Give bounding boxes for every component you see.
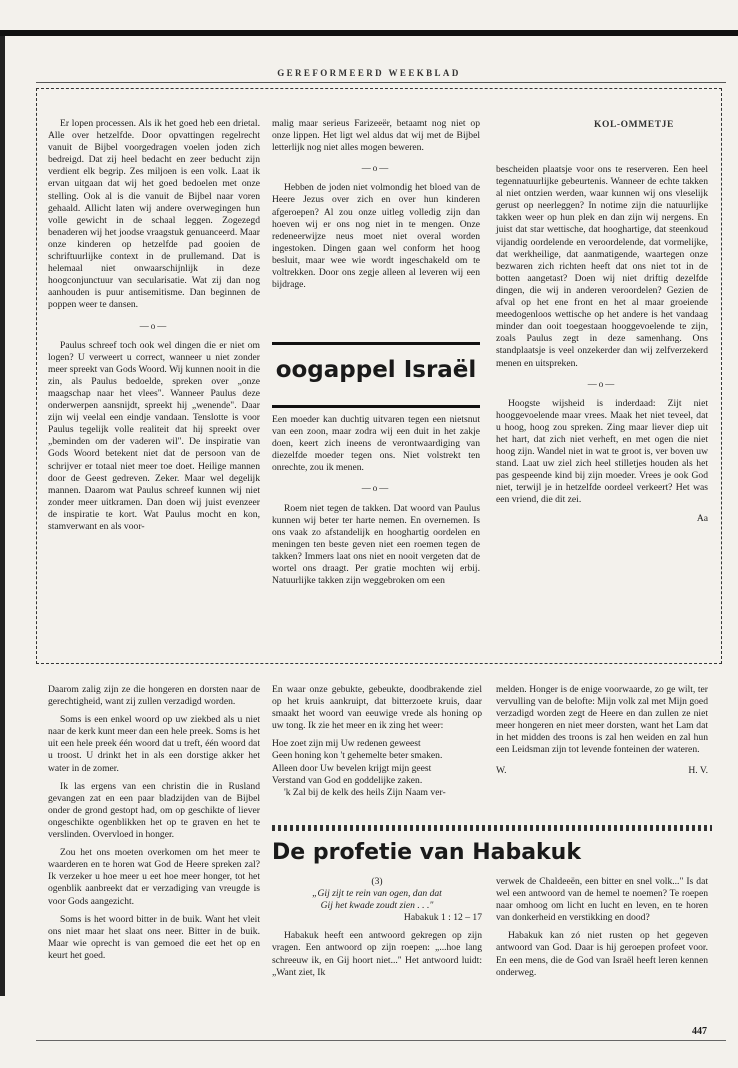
psalm-line: Geen honing kon 't gehemelte beter smaken. [272, 750, 443, 762]
habakuk-column-1 [272, 876, 482, 985]
psalm-line: Verstand van God en goddelijke zaken. [272, 774, 423, 786]
paragraph: Hoogste wijsheid is inderdaad: Zijt niet hooggevoelende maar vrees. Maak het niet teveel, dat u hoog, hoog zou spreken. Zing maar liever diep uit het hart, dat zich niet verheft, en met ogen die niet hoog zijn. Wandel niet in wat te groot is, ver boven uw stand. Laat uw ziel zich heel stilletjes houden als het pas gespeende kind bij zijn moeder. Vrees je ook God niet, terwijl je in hetzelfde oordeel verkeert? Het was een vriend, die dit zei. [496, 397, 708, 506]
paragraph: Paulus schreef toch ook wel dingen die er niet om logen? U verweert u correct, wanneer u niet zonder meer spreekt van Gods Woord. Wij kunnen nooit in die zin, als Paulus bedoelde, spreken over „onze maagschap naar het vlees". Wanneer Paulus deze onderwerpen aansnijdt, spreekt hij „wenende". Daar zijn wij veelal een eindje vandaan. Tenslotte is voor Paulus tegelijk volle realiteit dat hij spreekt over „beminden om der vaderen wil". De inspiratie van Gods Woord betekent niet dat de persoon van de schrijver er totaal niet meer toe doet. Heilige mannen door de Geest gedreven. Zeker. Maar wel degelijk mannen. Daarom wat Paulus schreef kunnen wij niet zonder meer uitkramen. Dan doen wij juist evenzeer de inspiratie te kort. Wat Paulus mocht en kon, stamverwant en als voor- [48, 339, 260, 532]
top-column-2 [272, 118, 480, 297]
paragraph: Een moeder kan duchtig uitvaren tegen een nietsnut van een zoon, maar zodra wij een duit in het zakje doen, keert zich ineens de verontwaardiging van diezelfde moeder tegen ons. Niet volstrekt ten onrechte, zou ik menen. [272, 414, 480, 474]
column-title: KOL-OMMETJE [594, 120, 674, 130]
section-heading: oogappel Israël [275, 357, 477, 383]
paragraph: Ik las ergens van een christin die in Rusland gevangen zat en een paar bladzijden van de Bijbel onder de grond gestopt had, om op geschikte of liever ongeschikte ogenblikken het op te graven en het te verslinden. Overvloed in honger. [48, 780, 260, 841]
top-column-2-continued [272, 414, 480, 593]
paragraph: En waar onze gebukte, gebeukte, doodbrakende ziel op het kruis aankruipt, dat bitterzoete kruis, daar smaakt het woord van eeuwige vrede als honing op uw tong. Ik zie het meer en ik zing het weer: [272, 684, 482, 732]
habakuk-column-2 [496, 876, 708, 985]
top-column-1 [48, 118, 260, 539]
separator: —o— [587, 378, 617, 389]
paragraph: verwek de Chaldeeën, een bitter en snel volk..." Is dat wel een antwoord van de hemel te noemen? Te roepen naar omhoog om licht en lucht en leven, en te horen van donkerheid en verstikking en dood? [496, 876, 708, 924]
scripture-quote: „Gij zijt te rein van ogen, dan dat [312, 888, 442, 900]
left-binding-edge [0, 36, 5, 996]
lower-column-2 [272, 684, 482, 799]
bottom-rule [36, 1040, 726, 1041]
signature: Aa [696, 512, 708, 524]
paragraph: Hebben de joden niet volmondig het bloed van de Heere Jezus over zich en over hun kinderen afgeroepen? Al zou onze uitleg volledig zijn dan hoeven wij er ons nog niet in te mengen. Onze redeneerwijze neus moet niet overal worden ingestoken. Dingen gaan wel conform het hoog besluit, maar wee wie wordt ingeschakeld om te voltrekken. Door ons zegje alleen al leveren wij een bijdrage. [272, 182, 480, 291]
psalm-line: 'k Zal bij de kelk des heils Zijn Naam ver- [284, 786, 446, 798]
lower-column-3 [496, 684, 708, 777]
separator: —o— [361, 163, 391, 174]
paragraph: Habakuk kan zó niet rusten op het gegeven antwoord van God. Daar is hij geroepen profeet voor. En een mens, die de God van Israël heeft leren kennen onderweg. [496, 930, 708, 978]
header-rule [36, 82, 726, 83]
paragraph: Soms is het woord bitter in de buik. Want het vleit ons niet maar het slaat ons neer. Bitter in de buik. Maar wie oprecht is van gemoed die eet het op en keurt het goed. [48, 913, 260, 961]
paragraph: Er lopen processen. Als ik het goed heb een drietal. Alle over hetzelfde. Door opvattingen regelrecht vanuit de Bijbel voorgedragen voelen joden zich bedreigd. Dat zij heel bedacht en zeer beducht zijn verdient elk begrip. Zes miljoen is een volk. Laat ik ervan uitgaan dat wij het goed bedoelen met onze stelling. Ook al is die vanuit de Bijbel naar voren gehaald. Allicht laten wij andere overwegingen hun volle gewicht in de schaal leggen. Zogezegd benaderen wij het joodse vraagstuk genuanceerd. Maar onze kinderen op hetzelfde pad gooien de schriftuurlijke context in de prullemand. Dat is helemaal niet onwaarschijnlijk in deze hoogconjunctuur van secularisatie. Wat zij dan nog aanhouden is puur antisemitisme. Dan beginnen de poppen weer te dansen. [48, 118, 260, 311]
running-header: GEREFORMEERD WEEKBLAD [277, 68, 461, 78]
scripture-quote: Gij het kwade zoudt zien . . ." [320, 900, 434, 912]
psalm-line: Hoe zoet zijn mij Uw redenen geweest [272, 738, 421, 750]
top-column-3 [496, 164, 708, 525]
paragraph: melden. Honger is de enige voorwaarde, zo ge wilt, ter vervulling van de belofte: Mijn volk zal met Mijn goed verzadigd worden zegt de Heere en dan zullen ze niet meer hongeren en niet meer dorsten, want het Lam dat in het midden des troons is zal hen weiden en zal hun een Leidsman zijn tot levende fonteinen der wateren. [496, 684, 708, 756]
signature-row [496, 765, 708, 777]
signature-right: H. V. [688, 764, 708, 776]
part-number: (3) [371, 876, 383, 887]
paragraph: Daarom zalig zijn ze die hongeren en dorsten naar de gerechtigheid, want zij zullen verzadigd worden. [48, 684, 260, 708]
page-number: 447 [692, 1026, 707, 1037]
paragraph: Soms is een enkel woord op uw ziekbed als u niet naar de kerk kunt meer dan een hele preek. Soms is het uit een hele preek één woord dat u treft, één woord dat u troost. U drinkt het in als een dorstige akker het water in de zomer. [48, 714, 260, 774]
article-title: De profetie van Habakuk [272, 840, 581, 865]
oogappel-banner [272, 342, 480, 408]
paragraph: malig maar serieus Farizeeër, betaamt nog niet op onze lippen. Het ligt wel aldus dat wij met de Bijbel letterlijk nog niet alles mogen beweren. [272, 118, 480, 154]
section-divider [272, 825, 712, 831]
scripture-reference: Habakuk 1 : 12 – 17 [403, 912, 482, 924]
top-rule [0, 30, 738, 36]
separator: —o— [361, 483, 391, 494]
lower-column-1 [48, 684, 260, 968]
signature-left: W. [496, 764, 507, 776]
paragraph: Roem niet tegen de takken. Dat woord van Paulus kunnen wij beter ter harte nemen. En overnemen. Is ons vaak zo afstandelijk en hooghartig oordelen en meningen ten beste geven niet een roemen tegen de takken? Immers laat ons niet en nooit vergeten dat de wortel ons draagt. Per gratie mochten wij erbij. Natuurlijke takken zijn weggebroken om een [272, 502, 480, 587]
separator: —o— [139, 320, 169, 331]
paragraph: bescheiden plaatsje voor ons te reserveren. Een heel tegennatuurlijke gebeurtenis. Wanneer de echte takken al niet ontzien werden, waar kunnen wij ons vleselijk gerust op neerleggen? In notime zijn die natuurlijke takken weer op hun plek en dan zijn wij nergens. En juist dat star wettische, dat hooghartige, dat steenkoud vijandig oordelende en veroordelende, dat vormelijke, dat werkheilige, dat aanmatigende, waartegen onze bezwaren zich richten heeft dat ons niet tot in de botten aangetast? Doen wij niet driftig dezelfde dingen, die wij in anderen veroordelen? Gezien de afval op het ene front en het al maar groeiende meedogenloos wettische op het andere is het vandaag minder dan ooit toegestaan hooggevoelende te zijn, zoals Paulus zegt in deze samenhang. Ons standplaatsje is veel onzekerder dan wij zelfverzekerd menen en uitspreken. [496, 164, 708, 369]
paragraph: Zou het ons moeten overkomen om het meer te waarderen en te horen wat God de Heere spreken zal? Ik verzeker u hoe meer u eet hoe meer honger, tot het ogenblik aanbreekt dat er verzadiging van vreugde is voor Gods aangezicht. [48, 847, 260, 907]
paragraph: Habakuk heeft een antwoord gekregen op zijn vragen. Een antwoord op zijn roepen: „...hoe lang schreeuw ik, en Gij hoort niet..." Het antwoord luidt: „Want ziet, Ik [272, 930, 482, 978]
psalm-line: Alleen door Uw bevelen krijgt mijn geest [272, 762, 432, 774]
